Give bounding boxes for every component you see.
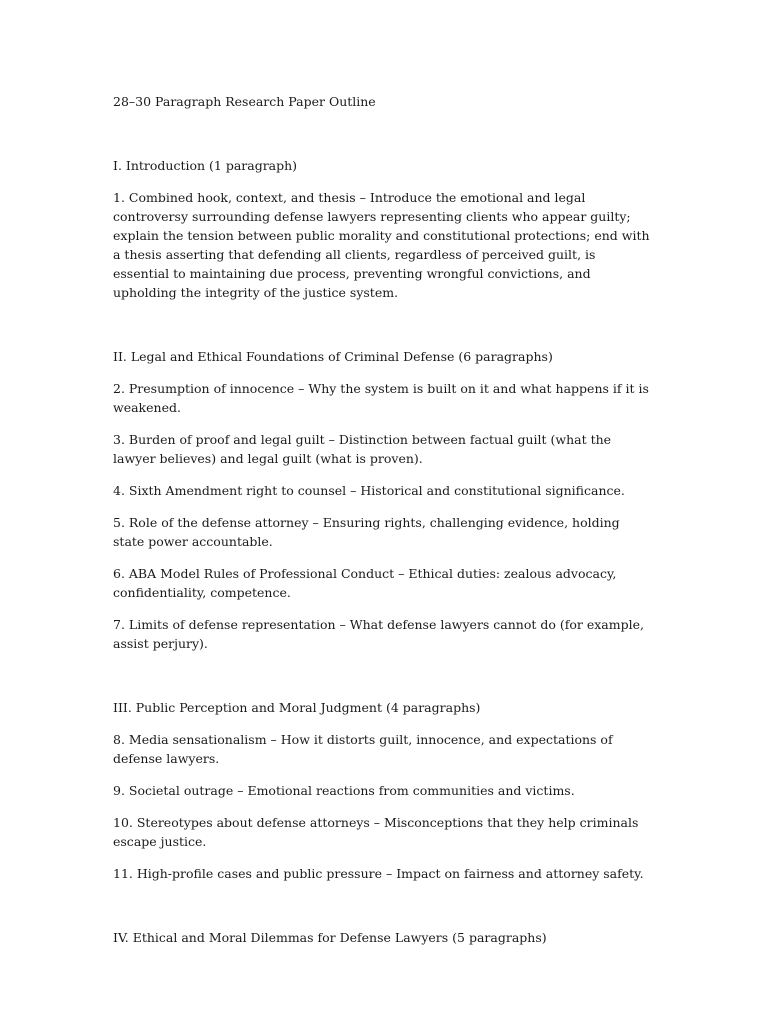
section-legal-ethical-foundations [113,347,653,653]
outline-item: 9. Societal outrage – Emotional reactions from communities and victims. [113,783,575,798]
section-heading: II. Legal and Ethical Foundations of Criminal Defense (6 paragraphs) [113,349,553,364]
document-title: 28–30 Paragraph Research Paper Outline [113,94,376,109]
outline-item: 1. Combined hook, context, and thesis – Introduce the emotional and legal controversy surrounding defense lawyers representing clients who appear guilty; explain the tension between public morality and constitutional protections; end with a thesis asserting that defending all clients, regardless of perceived guilt, is essential to maintaining due process, preventing wrongful convictions, and upholding the integrity of the justice system. [113,190,650,300]
outline-item: 8. Media sensationalism – How it distorts guilt, innocence, and expectations of defense lawyers. [113,732,613,766]
section-introduction [113,156,653,302]
outline-item: 2. Presumption of innocence – Why the system is built on it and what happens if it is weakened. [113,381,649,415]
outline-item: 7. Limits of defense representation – What defense lawyers cannot do (for example, assist perjury). [113,617,644,651]
outline-item: 3. Burden of proof and legal guilt – Distinction between factual guilt (what the lawyer believes) and legal guilt (what is proven). [113,432,612,466]
spacer [113,111,653,156]
outline-item: 6. ABA Model Rules of Professional Conduct – Ethical duties: zealous advocacy, confidentiality, competence. [113,566,617,600]
section-ethical-moral-dilemmas [113,928,653,947]
section-heading: IV. Ethical and Moral Dilemmas for Defense Lawyers (5 paragraphs) [113,930,547,945]
section-heading: III. Public Perception and Moral Judgment (4 paragraphs) [113,700,481,715]
document-page [113,92,653,947]
section-heading: I. Introduction (1 paragraph) [113,158,298,173]
outline-item: 10. Stereotypes about defense attorneys – Misconceptions that they help criminals escape justice. [113,815,639,849]
outline-item: 5. Role of the defense attorney – Ensuring rights, challenging evidence, holding state power accountable. [113,515,620,549]
outline-item: 4. Sixth Amendment right to counsel – Historical and constitutional significance. [113,483,625,498]
outline-item: 11. High-profile cases and public pressure – Impact on fairness and attorney safety. [113,866,644,881]
section-public-perception [113,698,653,883]
